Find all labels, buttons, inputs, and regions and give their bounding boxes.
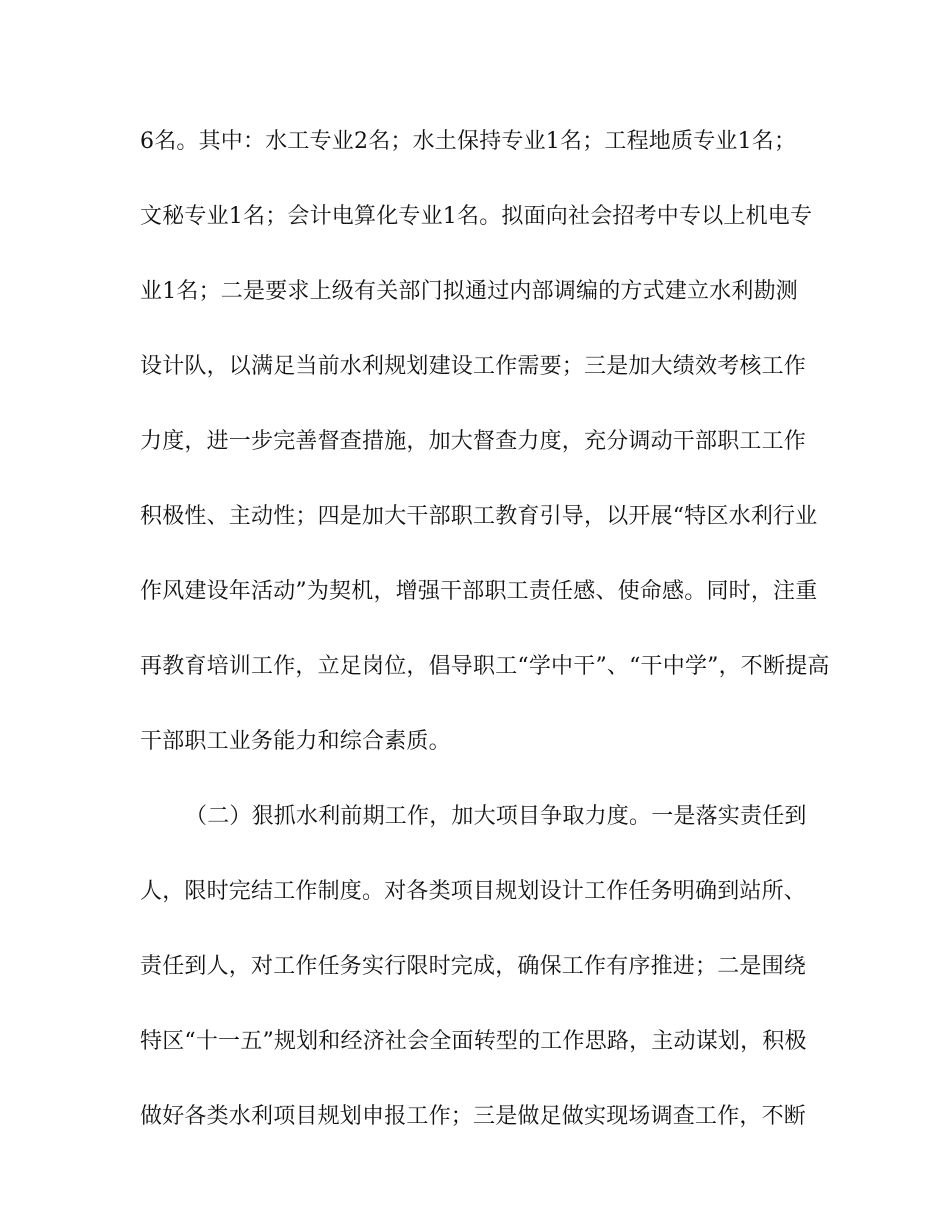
- section-heading-line: （二）狠抓水利前期工作，加大项目争取力度。一是落实责任到: [185, 804, 807, 829]
- text-line: 6名。其中：水工专业2名；水土保持专业1名；工程地质专业1名；: [140, 129, 797, 154]
- text-line: 文秘专业1名；会计电算化专业1名。拟面向社会招考中专以上机电专: [140, 204, 813, 229]
- text-line: 人，限时完结工作制度。对各类项目规划设计工作任务明确到站所、: [140, 879, 807, 904]
- text-line: 再教育培训工作，立足岗位，倡导职工“学中干”、“干中学”，不断提高: [140, 654, 830, 679]
- text-line: 积极性、主动性；四是加大干部职工教育引导，以开展“特区水利行业: [140, 504, 818, 529]
- text-line: 责任到人，对工作任务实行限时完成，确保工作有序推进；二是围绕: [140, 954, 807, 979]
- text-line: 力度，进一步完善督查措施，加大督查力度，充分调动干部职工工作: [140, 429, 807, 454]
- text-line: 作风建设年活动”为契机，增强干部职工责任感、使命感。同时，注重: [140, 579, 818, 604]
- text-line: 业1名；二是要求上级有关部门拟通过内部调编的方式建立水利勘测: [140, 279, 798, 304]
- text-line: 做好各类水利项目规划申报工作；三是做足做实现场调查工作，不断: [140, 1104, 807, 1129]
- text-line: 设计队，以满足当前水利规划建设工作需要；三是加大绩效考核工作: [140, 354, 807, 379]
- text-line: 干部职工业务能力和综合素质。: [140, 729, 451, 754]
- text-line: 特区“十一五”规划和经济社会全面转型的工作思路，主动谋划，积极: [140, 1029, 807, 1054]
